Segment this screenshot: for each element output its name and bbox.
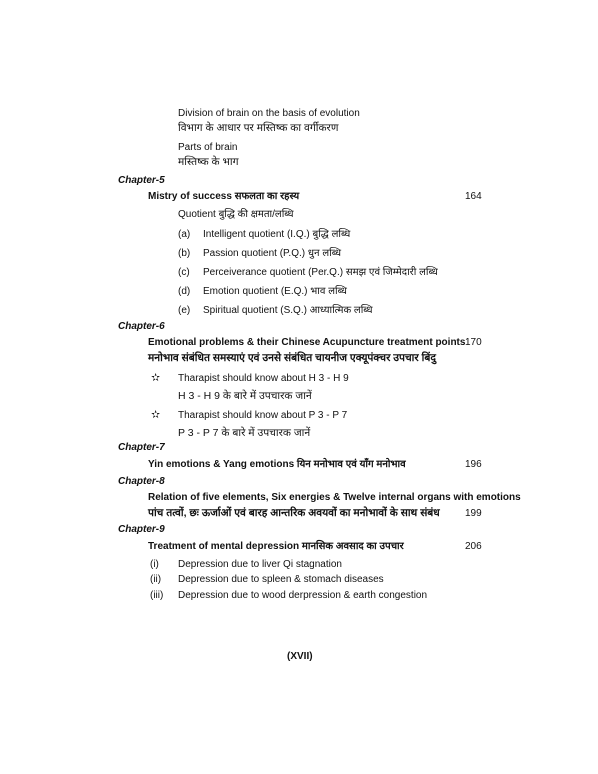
ch5-item-text: Intelligent quotient (I.Q.) बुद्धि लब्धि [203,229,351,240]
chapter-6-title-hi: मनोभाव संबंधित समस्याएं एवं उनसे संबंधित चायनीज एक्यूपंक्चर उपचार बिंदु [148,352,436,364]
chapter-9-title: Treatment of mental depression मानसिक अवसाद का उपचार [148,541,404,552]
ch5-item-text: Perceiverance quotient (Per.Q.) समझ एवं जिम्मेदारी लब्धि [203,267,438,278]
chapter-7-label: Chapter-7 [118,442,165,453]
ch5-item-text: Passion quotient (P.Q.) धुन लब्धि [203,248,342,259]
ch9-item-text: Depression due to wood derpression & earth congestion [178,590,428,601]
toc-line-parts: Parts of brain [178,142,238,153]
toc-line-division: Division of brain on the basis of evolution [178,108,360,119]
chapter-5-title: Mistry of success सफलता का रहस्य [148,191,300,202]
ch5-item-mark: (b) [178,248,191,259]
ch9-item-text: Depression due to liver Qi stagnation [178,559,342,570]
ch9-item-mark: (iii) [150,590,164,601]
ch6-bullet-1-hi: H 3 - H 9 के बारे में उपचारक जानें [178,390,312,402]
ch9-item-mark: (i) [150,559,159,570]
chapter-5-sub: Quotient बुद्धि की क्षमता/लब्धि [178,209,294,220]
chapter-7-title: Yin emotions & Yang emotions यिन मनोभाव एवं याँग मनोभाव [148,459,406,470]
chapter-8-label: Chapter-8 [118,476,165,487]
chapter-9-page: 206 [465,541,482,552]
toc-line-parts-hi: मस्तिष्क के भाग [178,156,239,168]
ch5-item-text: Emotion quotient (E.Q.) भाव लब्धि [203,286,347,297]
chapter-9-label: Chapter-9 [118,524,165,535]
chapter-6-label: Chapter-6 [118,321,165,332]
page-number: (XVII) [287,651,313,662]
chapter-6-page: 170 [465,337,482,348]
toc-line-division-hi: विभाग के आधार पर मस्तिष्क का वर्गीकरण [178,122,339,134]
chapter-8-title: Relation of five elements, Six energies & Twelve internal organs with emotions [148,492,521,503]
ch5-item-mark: (a) [178,229,191,240]
ch6-bullet-1: Tharapist should know about H 3 - H 9 [178,373,349,384]
ch9-item-mark: (ii) [150,574,162,585]
star-bullet-icon: ✫ [151,409,161,421]
chapter-8-page: 199 [465,508,482,519]
ch9-item-text: Depression due to spleen & stomach diseases [178,574,384,585]
ch5-item-mark: (e) [178,305,191,316]
ch5-item-text: Spiritual quotient (S.Q.) आध्यात्मिक लब्धि [203,305,373,316]
chapter-5-label: Chapter-5 [118,175,165,186]
chapter-6-title: Emotional problems & their Chinese Acupuncture treatment points [148,337,466,348]
ch6-bullet-2: Tharapist should know about P 3 - P 7 [178,410,348,421]
chapter-5-page: 164 [465,191,482,202]
ch5-item-mark: (c) [178,267,190,278]
chapter-7-page: 196 [465,459,482,470]
ch6-bullet-2-hi: P 3 - P 7 के बारे में उपचारक जानें [178,427,311,439]
ch5-item-mark: (d) [178,286,191,297]
chapter-8-title-hi: पांच तत्वों, छः ऊर्जाओं एवं बारह आन्तरिक अवयवों का मनोभावों के साथ संबंध [148,507,440,519]
star-bullet-icon: ✫ [151,372,161,384]
